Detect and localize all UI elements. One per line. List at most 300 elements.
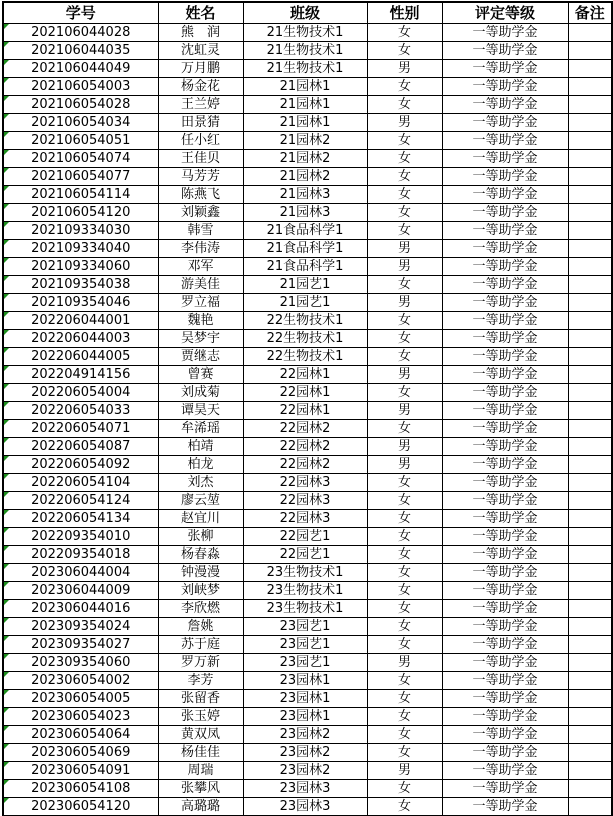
cell-grade[interactable]: 一等助学金 — [442, 564, 568, 582]
cell-grade[interactable]: 一等助学金 — [442, 258, 568, 276]
cell-remark[interactable] — [568, 528, 612, 546]
cell-name[interactable]: 詹姚 — [158, 618, 243, 636]
cell-class[interactable]: 23园林3 — [243, 780, 367, 798]
table-row — [3, 384, 612, 402]
cell-remark[interactable] — [568, 276, 612, 294]
cell-name[interactable]: 廖云堃 — [158, 492, 243, 510]
cell-gender[interactable]: 女 — [367, 168, 442, 186]
cell-student-id[interactable]: 202109334030 — [3, 222, 158, 240]
cell-grade[interactable]: 一等助学金 — [442, 150, 568, 168]
cell-remark[interactable] — [568, 258, 612, 276]
cell-remark[interactable] — [568, 312, 612, 330]
cell-student-id[interactable]: 202106054074 — [3, 150, 158, 168]
cell-class[interactable]: 21园林1 — [243, 78, 367, 96]
cell-class[interactable]: 21生物技术1 — [243, 60, 367, 78]
cell-student-id[interactable]: 202206054071 — [3, 420, 158, 438]
cell-gender[interactable]: 女 — [367, 564, 442, 582]
cell-class[interactable]: 22园艺1 — [243, 528, 367, 546]
cell-name[interactable]: 邓军 — [158, 258, 243, 276]
cell-class[interactable]: 21园林2 — [243, 150, 367, 168]
cell-remark[interactable] — [568, 636, 612, 654]
cell-gender[interactable]: 女 — [367, 42, 442, 60]
cell-gender[interactable]: 女 — [367, 546, 442, 564]
cell-student-id[interactable]: 202106054003 — [3, 78, 158, 96]
cell-student-id[interactable]: 202306054005 — [3, 690, 158, 708]
cell-student-id[interactable]: 202306054023 — [3, 708, 158, 726]
table-row — [3, 258, 612, 276]
cell-class[interactable]: 23园艺1 — [243, 618, 367, 636]
cell-class[interactable]: 21园林2 — [243, 168, 367, 186]
number-stored-as-text-indicator-icon — [4, 402, 9, 407]
column-header-grade[interactable]: 评定等级 — [442, 2, 568, 24]
cell-remark[interactable] — [568, 348, 612, 366]
cell-gender[interactable]: 女 — [367, 492, 442, 510]
cell-name[interactable]: 吴梦宇 — [158, 330, 243, 348]
cell-gender[interactable]: 女 — [367, 708, 442, 726]
table-row — [3, 708, 612, 726]
cell-name[interactable]: 苏于庭 — [158, 636, 243, 654]
cell-remark[interactable] — [568, 240, 612, 258]
number-stored-as-text-indicator-icon — [4, 672, 9, 677]
cell-class[interactable]: 22园林1 — [243, 402, 367, 420]
cell-grade[interactable]: 一等助学金 — [442, 24, 568, 42]
cell-gender[interactable]: 女 — [367, 24, 442, 42]
cell-class[interactable]: 23生物技术1 — [243, 564, 367, 582]
cell-class[interactable]: 23生物技术1 — [243, 582, 367, 600]
cell-student-id[interactable]: 202306054064 — [3, 726, 158, 744]
cell-gender[interactable]: 男 — [367, 438, 442, 456]
cell-grade[interactable]: 一等助学金 — [442, 204, 568, 222]
cell-remark[interactable] — [568, 420, 612, 438]
cell-grade[interactable]: 一等助学金 — [442, 186, 568, 204]
cell-name[interactable]: 刘杰 — [158, 474, 243, 492]
cell-remark[interactable] — [568, 294, 612, 312]
cell-name[interactable]: 万月鹏 — [158, 60, 243, 78]
cell-class[interactable]: 22园林1 — [243, 384, 367, 402]
cell-student-id[interactable]: 202206054134 — [3, 510, 158, 528]
cell-class[interactable]: 22园林3 — [243, 492, 367, 510]
cell-name[interactable]: 牟浠瑶 — [158, 420, 243, 438]
cell-remark[interactable] — [568, 222, 612, 240]
cell-name[interactable]: 杨佳佳 — [158, 744, 243, 762]
cell-gender[interactable]: 女 — [367, 348, 442, 366]
cell-name[interactable]: 钟漫漫 — [158, 564, 243, 582]
cell-remark[interactable] — [568, 582, 612, 600]
column-header-gender[interactable]: 性别 — [367, 2, 442, 24]
cell-remark[interactable] — [568, 168, 612, 186]
cell-class[interactable]: 22园林2 — [243, 456, 367, 474]
cell-class[interactable]: 22生物技术1 — [243, 348, 367, 366]
cell-name[interactable]: 张留香 — [158, 690, 243, 708]
cell-grade[interactable]: 一等助学金 — [442, 492, 568, 510]
cell-remark[interactable] — [568, 384, 612, 402]
cell-gender[interactable]: 女 — [367, 330, 442, 348]
cell-class[interactable]: 21生物技术1 — [243, 24, 367, 42]
cell-student-id[interactable]: 202309354024 — [3, 618, 158, 636]
cell-remark[interactable] — [568, 690, 612, 708]
cell-gender[interactable]: 女 — [367, 618, 442, 636]
cell-remark[interactable] — [568, 492, 612, 510]
cell-name[interactable]: 王兰婷 — [158, 96, 243, 114]
cell-remark[interactable] — [568, 204, 612, 222]
table-row — [3, 78, 612, 96]
cell-class[interactable]: 23园林2 — [243, 762, 367, 780]
cell-grade[interactable]: 一等助学金 — [442, 42, 568, 60]
cell-gender[interactable]: 男 — [367, 60, 442, 78]
cell-gender[interactable]: 男 — [367, 456, 442, 474]
cell-class[interactable]: 22生物技术1 — [243, 330, 367, 348]
cell-name[interactable]: 刘峡梦 — [158, 582, 243, 600]
cell-student-id[interactable]: 202209354010 — [3, 528, 158, 546]
cell-grade[interactable]: 一等助学金 — [442, 744, 568, 762]
cell-remark[interactable] — [568, 438, 612, 456]
cell-grade[interactable]: 一等助学金 — [442, 330, 568, 348]
cell-gender[interactable]: 女 — [367, 384, 442, 402]
cell-grade[interactable]: 一等助学金 — [442, 798, 568, 816]
cell-grade[interactable]: 一等助学金 — [442, 96, 568, 114]
cell-name[interactable]: 周瑞 — [158, 762, 243, 780]
cell-name[interactable]: 张攀风 — [158, 780, 243, 798]
cell-grade[interactable]: 一等助学金 — [442, 474, 568, 492]
cell-class[interactable]: 21食品科学1 — [243, 222, 367, 240]
column-header-class[interactable]: 班级 — [243, 2, 367, 24]
cell-student-id[interactable]: 202209354018 — [3, 546, 158, 564]
cell-student-id[interactable]: 202206054124 — [3, 492, 158, 510]
cell-student-id[interactable]: 202106044049 — [3, 60, 158, 78]
cell-class[interactable]: 23园艺1 — [243, 654, 367, 672]
cell-grade[interactable]: 一等助学金 — [442, 510, 568, 528]
cell-grade[interactable]: 一等助学金 — [442, 456, 568, 474]
cell-student-id[interactable]: 202306054091 — [3, 762, 158, 780]
column-header-name[interactable]: 姓名 — [158, 2, 243, 24]
cell-gender[interactable]: 女 — [367, 186, 442, 204]
cell-remark[interactable] — [568, 78, 612, 96]
cell-class[interactable]: 22园林1 — [243, 366, 367, 384]
table-row — [3, 402, 612, 420]
cell-name[interactable]: 魏艳 — [158, 312, 243, 330]
cell-remark[interactable] — [568, 132, 612, 150]
cell-remark[interactable] — [568, 672, 612, 690]
cell-class[interactable]: 22园林2 — [243, 438, 367, 456]
table-row — [3, 564, 612, 582]
cell-remark[interactable] — [568, 186, 612, 204]
cell-remark[interactable] — [568, 546, 612, 564]
cell-name[interactable]: 高璐璐 — [158, 798, 243, 816]
cell-student-id[interactable]: 202206044001 — [3, 312, 158, 330]
cell-student-id[interactable]: 202106054034 — [3, 114, 158, 132]
cell-name[interactable]: 杨金花 — [158, 78, 243, 96]
cell-gender[interactable]: 女 — [367, 600, 442, 618]
cell-name[interactable]: 柏龙 — [158, 456, 243, 474]
cell-remark[interactable] — [568, 114, 612, 132]
cell-gender[interactable]: 女 — [367, 672, 442, 690]
cell-remark[interactable] — [568, 744, 612, 762]
cell-grade[interactable]: 一等助学金 — [442, 546, 568, 564]
cell-gender[interactable]: 女 — [367, 528, 442, 546]
number-stored-as-text-indicator-icon — [4, 168, 9, 173]
cell-name[interactable]: 李伟涛 — [158, 240, 243, 258]
table-row — [3, 204, 612, 222]
cell-grade[interactable]: 一等助学金 — [442, 348, 568, 366]
cell-grade[interactable]: 一等助学金 — [442, 618, 568, 636]
cell-student-id[interactable]: 202106054028 — [3, 96, 158, 114]
cell-gender[interactable]: 女 — [367, 312, 442, 330]
cell-name[interactable]: 谭昊天 — [158, 402, 243, 420]
cell-remark[interactable] — [568, 618, 612, 636]
cell-name[interactable]: 陈燕飞 — [158, 186, 243, 204]
cell-class[interactable]: 22园林2 — [243, 420, 367, 438]
cell-student-id[interactable]: 202206054092 — [3, 456, 158, 474]
table-header-row — [3, 2, 612, 24]
cell-remark[interactable] — [568, 510, 612, 528]
cell-grade[interactable]: 一等助学金 — [442, 168, 568, 186]
cell-gender[interactable]: 女 — [367, 636, 442, 654]
cell-grade[interactable]: 一等助学金 — [442, 528, 568, 546]
cell-student-id[interactable]: 202206054104 — [3, 474, 158, 492]
cell-student-id[interactable]: 202306044009 — [3, 582, 158, 600]
cell-gender[interactable]: 女 — [367, 690, 442, 708]
table-row — [3, 438, 612, 456]
cell-class[interactable]: 21园艺1 — [243, 294, 367, 312]
cell-class[interactable]: 22园林3 — [243, 474, 367, 492]
cell-class[interactable]: 21园林1 — [243, 114, 367, 132]
cell-student-id[interactable]: 202206054004 — [3, 384, 158, 402]
cell-class[interactable]: 22园艺1 — [243, 546, 367, 564]
cell-name[interactable]: 贾继志 — [158, 348, 243, 366]
cell-name[interactable]: 刘成菊 — [158, 384, 243, 402]
cell-name[interactable]: 罗万新 — [158, 654, 243, 672]
cell-grade[interactable]: 一等助学金 — [442, 438, 568, 456]
cell-remark[interactable] — [568, 330, 612, 348]
cell-name[interactable]: 李芳 — [158, 672, 243, 690]
cell-grade[interactable]: 一等助学金 — [442, 582, 568, 600]
cell-gender[interactable]: 女 — [367, 798, 442, 816]
cell-student-id[interactable]: 202106054120 — [3, 204, 158, 222]
cell-remark[interactable] — [568, 42, 612, 60]
cell-name[interactable]: 王佳贝 — [158, 150, 243, 168]
cell-gender[interactable]: 女 — [367, 582, 442, 600]
number-stored-as-text-indicator-icon — [4, 780, 9, 785]
cell-name[interactable]: 曾赛 — [158, 366, 243, 384]
cell-student-id[interactable]: 202206044003 — [3, 330, 158, 348]
cell-class[interactable]: 23园林1 — [243, 690, 367, 708]
cell-remark[interactable] — [568, 60, 612, 78]
cell-gender[interactable]: 女 — [367, 204, 442, 222]
cell-class[interactable]: 23园艺1 — [243, 636, 367, 654]
cell-grade[interactable]: 一等助学金 — [442, 276, 568, 294]
cell-gender[interactable]: 女 — [367, 96, 442, 114]
cell-student-id[interactable]: 202206054033 — [3, 402, 158, 420]
cell-name[interactable]: 赵宜川 — [158, 510, 243, 528]
table-row — [3, 96, 612, 114]
cell-student-id[interactable]: 202306054120 — [3, 798, 158, 816]
table-row — [3, 240, 612, 258]
cell-grade[interactable]: 一等助学金 — [442, 600, 568, 618]
cell-gender[interactable]: 男 — [367, 366, 442, 384]
cell-class[interactable]: 23园林1 — [243, 708, 367, 726]
number-stored-as-text-indicator-icon — [4, 420, 9, 425]
column-header-remark[interactable]: 备注 — [568, 2, 612, 24]
column-header-student-id[interactable]: 学号 — [3, 2, 158, 24]
cell-student-id[interactable]: 202109334040 — [3, 240, 158, 258]
cell-remark[interactable] — [568, 762, 612, 780]
cell-gender[interactable]: 女 — [367, 474, 442, 492]
cell-student-id[interactable]: 202306054108 — [3, 780, 158, 798]
cell-class[interactable]: 21园艺1 — [243, 276, 367, 294]
number-stored-as-text-indicator-icon — [4, 726, 9, 731]
cell-gender[interactable]: 女 — [367, 744, 442, 762]
cell-gender[interactable]: 男 — [367, 654, 442, 672]
cell-name[interactable]: 杨春淼 — [158, 546, 243, 564]
cell-name[interactable]: 黄双凤 — [158, 726, 243, 744]
cell-student-id[interactable]: 202106044035 — [3, 42, 158, 60]
cell-grade[interactable]: 一等助学金 — [442, 132, 568, 150]
cell-class[interactable]: 23园林3 — [243, 798, 367, 816]
cell-grade[interactable]: 一等助学金 — [442, 240, 568, 258]
cell-name[interactable]: 罗立福 — [158, 294, 243, 312]
cell-grade[interactable]: 一等助学金 — [442, 294, 568, 312]
cell-grade[interactable]: 一等助学金 — [442, 366, 568, 384]
cell-class[interactable]: 21园林1 — [243, 96, 367, 114]
cell-student-id[interactable]: 202109354046 — [3, 294, 158, 312]
cell-class[interactable]: 23生物技术1 — [243, 600, 367, 618]
cell-gender[interactable]: 女 — [367, 726, 442, 744]
cell-grade[interactable]: 一等助学金 — [442, 762, 568, 780]
cell-class[interactable]: 21生物技术1 — [243, 42, 367, 60]
cell-student-id[interactable]: 202306054069 — [3, 744, 158, 762]
cell-gender[interactable]: 女 — [367, 150, 442, 168]
table-row — [3, 726, 612, 744]
cell-gender[interactable]: 女 — [367, 222, 442, 240]
number-stored-as-text-indicator-icon — [4, 366, 9, 371]
cell-name[interactable]: 张柳 — [158, 528, 243, 546]
cell-remark[interactable] — [568, 474, 612, 492]
cell-gender[interactable]: 女 — [367, 420, 442, 438]
cell-grade[interactable]: 一等助学金 — [442, 60, 568, 78]
table-row — [3, 420, 612, 438]
cell-class[interactable]: 22生物技术1 — [243, 312, 367, 330]
cell-grade[interactable]: 一等助学金 — [442, 384, 568, 402]
cell-grade[interactable]: 一等助学金 — [442, 312, 568, 330]
cell-student-id[interactable]: 202309354060 — [3, 654, 158, 672]
table-row — [3, 600, 612, 618]
cell-gender[interactable]: 女 — [367, 510, 442, 528]
number-stored-as-text-indicator-icon — [4, 150, 9, 155]
cell-grade[interactable]: 一等助学金 — [442, 114, 568, 132]
cell-name[interactable]: 马芳芳 — [158, 168, 243, 186]
cell-class[interactable]: 22园林3 — [243, 510, 367, 528]
cell-student-id[interactable]: 202106054114 — [3, 186, 158, 204]
cell-student-id[interactable]: 202106044028 — [3, 24, 158, 42]
cell-remark[interactable] — [568, 150, 612, 168]
cell-remark[interactable] — [568, 564, 612, 582]
cell-name[interactable]: 李欣燃 — [158, 600, 243, 618]
cell-class[interactable]: 21园林3 — [243, 186, 367, 204]
cell-grade[interactable]: 一等助学金 — [442, 672, 568, 690]
cell-remark[interactable] — [568, 600, 612, 618]
cell-gender[interactable]: 女 — [367, 780, 442, 798]
number-stored-as-text-indicator-icon — [4, 474, 9, 479]
cell-grade[interactable]: 一等助学金 — [442, 402, 568, 420]
cell-remark[interactable] — [568, 402, 612, 420]
cell-grade[interactable]: 一等助学金 — [442, 222, 568, 240]
cell-gender[interactable]: 男 — [367, 294, 442, 312]
cell-grade[interactable]: 一等助学金 — [442, 690, 568, 708]
table-row — [3, 474, 612, 492]
cell-student-id[interactable]: 202306044016 — [3, 600, 158, 618]
cell-grade[interactable]: 一等助学金 — [442, 726, 568, 744]
cell-remark[interactable] — [568, 96, 612, 114]
cell-remark[interactable] — [568, 726, 612, 744]
cell-student-id[interactable]: 202106054077 — [3, 168, 158, 186]
cell-student-id[interactable]: 202306044004 — [3, 564, 158, 582]
cell-name[interactable]: 张玉婷 — [158, 708, 243, 726]
cell-gender[interactable]: 女 — [367, 276, 442, 294]
cell-name[interactable]: 熊 润 — [158, 24, 243, 42]
cell-gender[interactable]: 男 — [367, 114, 442, 132]
cell-remark[interactable] — [568, 708, 612, 726]
cell-grade[interactable]: 一等助学金 — [442, 708, 568, 726]
number-stored-as-text-indicator-icon — [4, 312, 9, 317]
cell-gender[interactable]: 女 — [367, 78, 442, 96]
cell-class[interactable]: 21食品科学1 — [243, 240, 367, 258]
cell-name[interactable]: 田景猜 — [158, 114, 243, 132]
cell-class[interactable]: 21食品科学1 — [243, 258, 367, 276]
cell-name[interactable]: 柏靖 — [158, 438, 243, 456]
cell-student-id[interactable]: 202206044005 — [3, 348, 158, 366]
cell-name[interactable]: 任小红 — [158, 132, 243, 150]
cell-grade[interactable]: 一等助学金 — [442, 78, 568, 96]
cell-class[interactable]: 21园林2 — [243, 132, 367, 150]
cell-remark[interactable] — [568, 654, 612, 672]
cell-gender[interactable]: 女 — [367, 132, 442, 150]
cell-class[interactable]: 21园林3 — [243, 204, 367, 222]
cell-name[interactable]: 韩雪 — [158, 222, 243, 240]
cell-remark[interactable] — [568, 24, 612, 42]
cell-gender[interactable]: 男 — [367, 240, 442, 258]
cell-grade[interactable]: 一等助学金 — [442, 780, 568, 798]
cell-remark[interactable] — [568, 780, 612, 798]
cell-grade[interactable]: 一等助学金 — [442, 636, 568, 654]
cell-gender[interactable]: 男 — [367, 402, 442, 420]
cell-student-id[interactable]: 202206054087 — [3, 438, 158, 456]
cell-gender[interactable]: 男 — [367, 258, 442, 276]
cell-class[interactable]: 23园林2 — [243, 726, 367, 744]
number-stored-as-text-indicator-icon — [4, 114, 9, 119]
cell-gender[interactable]: 男 — [367, 762, 442, 780]
cell-grade[interactable]: 一等助学金 — [442, 654, 568, 672]
cell-name[interactable]: 沈虹灵 — [158, 42, 243, 60]
cell-name[interactable]: 游美佳 — [158, 276, 243, 294]
cell-student-id[interactable]: 202306054002 — [3, 672, 158, 690]
cell-student-id[interactable]: 202204914156 — [3, 366, 158, 384]
cell-name[interactable]: 刘颖鑫 — [158, 204, 243, 222]
cell-student-id[interactable]: 202309354027 — [3, 636, 158, 654]
table-row — [3, 60, 612, 78]
cell-class[interactable]: 23园林2 — [243, 744, 367, 762]
cell-student-id[interactable]: 202109334060 — [3, 258, 158, 276]
table-row — [3, 348, 612, 366]
table-row — [3, 150, 612, 168]
cell-grade[interactable]: 一等助学金 — [442, 420, 568, 438]
cell-class[interactable]: 23园林1 — [243, 672, 367, 690]
table-row — [3, 546, 612, 564]
cell-remark[interactable] — [568, 366, 612, 384]
cell-remark[interactable] — [568, 456, 612, 474]
cell-remark[interactable] — [568, 798, 612, 816]
cell-student-id[interactable]: 202109354038 — [3, 276, 158, 294]
cell-student-id[interactable]: 202106054051 — [3, 132, 158, 150]
